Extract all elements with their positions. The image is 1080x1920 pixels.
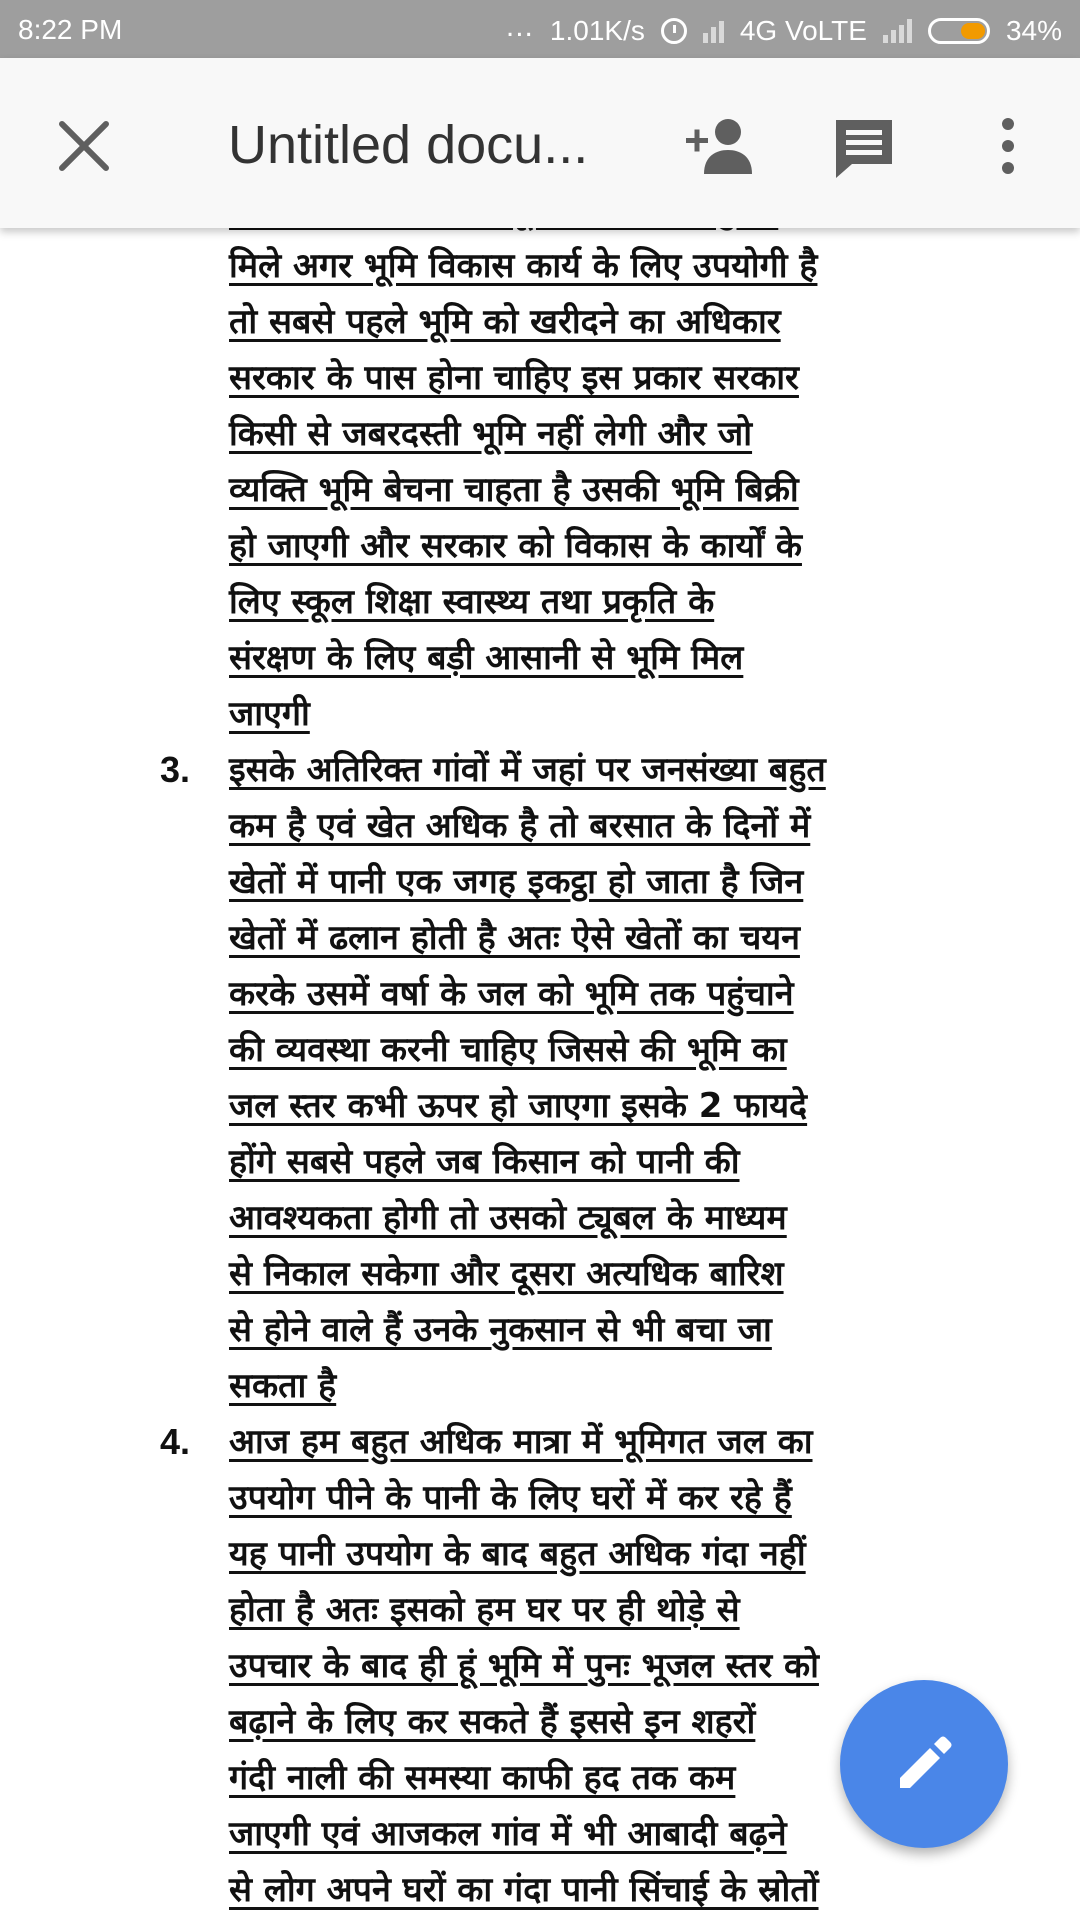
document-line [0,350,1080,406]
document-line [0,1526,1080,1582]
line-text: से होने वाले हैं उनके नुकसान से भी बचा जा [229,1310,772,1350]
document-text [0,182,1080,1918]
comment-icon[interactable] [832,116,896,180]
more-vert-icon[interactable] [996,116,1020,176]
line-text: खेतों में पानी एक जगह इकट्ठा हो जाता है जिन [229,862,804,902]
line-text: आज हम बहुत अधिक मात्रा में भूमिगत जल का [229,1422,813,1462]
document-line [0,798,1080,854]
document-line [0,1134,1080,1190]
status-time: 8:22 PM [18,14,123,45]
line-text: कम है एवं खेत अधिक है तो बरसात के दिनों में [229,806,811,846]
line-text: यह पानी उपयोग के बाद बहुत अधिक गंदा नहीं [229,1534,806,1574]
line-text: गंदी नाली की समस्या काफी हद तक कम [229,1758,736,1798]
document-line [0,462,1080,518]
document-line [0,854,1080,910]
document-line [0,1582,1080,1638]
document-line [0,630,1080,686]
line-text: व्यक्ति भूमि बेचना चाहता है उसकी भूमि बिक्री [229,470,799,510]
line-text: उपचार के बाद ही हूं भूमि में पुनः भूजल स्तर को [229,1646,819,1686]
line-text: खेतों में ढलान होती है अतः ऐसे खेतों का चयन [229,918,800,958]
document-line [0,1414,1080,1470]
document-line [0,1470,1080,1526]
line-text: से निकाल सकेगा और दूसरा अत्यधिक बारिश [229,1254,784,1294]
line-text: जाएगी एवं आजकल गांव में भी आबादी बढ़ने [229,1814,787,1854]
line-text: हो जाएगी और सरकार को विकास के कार्यों के [229,526,802,566]
document-line [0,1022,1080,1078]
line-text: जाएगी [229,694,310,734]
line-text: आवश्यकता होगी तो उसको ट्यूबल के माध्यम [229,1198,787,1238]
wifi-data-icon [703,19,724,43]
line-text: मिले अगर भूमि विकास कार्य के लिए उपयोगी है [229,246,818,286]
document-body[interactable] [0,228,1080,1920]
network-speed: 1.01K/s [549,15,645,46]
document-line [0,1302,1080,1358]
line-text: लिए स्कूल शिक्षा स्वास्थ्य तथा प्रकृति के [229,582,715,622]
status-more: ... [505,10,534,43]
battery-icon [928,18,990,44]
document-line [0,518,1080,574]
edit-fab-button[interactable] [840,1680,1008,1848]
app-bar [0,58,1080,228]
signal-icon [883,19,912,43]
line-text: किसी से जबरदस्ती भूमि नहीं लेगी और जो [229,414,753,454]
document-line [0,1190,1080,1246]
document-line [0,966,1080,1022]
document-line [0,742,1080,798]
document-line [0,1078,1080,1134]
document-line [0,1358,1080,1414]
list-number: 3. [160,749,191,790]
document-line [0,406,1080,462]
add-person-icon[interactable] [684,116,756,176]
close-icon[interactable] [56,118,112,174]
edit-pencil-icon [892,1732,956,1796]
document-title[interactable]: Untitled docu... [228,115,589,175]
line-text: की व्यवस्था करनी चाहिए जिससे की भूमि का [229,1030,787,1070]
status-bar [0,0,1080,58]
document-line [0,686,1080,742]
line-text: संरक्षण के लिए बड़ी आसानी से भूमि मिल [229,638,744,678]
line-text: सकता है [229,1366,337,1406]
line-text: होता है अतः इसको हम घर पर ही थोड़े से [229,1590,740,1630]
status-right [505,10,1062,48]
line-text: करके उसमें वर्षा के जल को भूमि तक पहुंचाने [229,974,794,1014]
network-type: 4G VoLTE [739,15,867,46]
line-text: बढ़ाने के लिए कर सकते हैं इससे इन शहरों [229,1702,756,1742]
line-text: जल स्तर कभी ऊपर हो जाएगा इसके 2 फायदे [229,1086,808,1126]
document-line [0,294,1080,350]
line-text: तो सबसे पहले भूमि को खरीदने का अधिकार [229,302,781,342]
document-line [0,1246,1080,1302]
line-text: उपयोग पीने के पानी के लिए घरों में कर रहे हैं [229,1478,792,1518]
battery-percent: 34% [1005,15,1062,46]
document-line [0,574,1080,630]
document-line [0,910,1080,966]
list-number: 4. [160,1421,191,1462]
document-line [0,238,1080,294]
line-text: से लोग अपने घरों का गंदा पानी सिंचाई के स्रोतों [229,1870,819,1910]
line-text: सरकार के पास होना चाहिए इस प्रकार सरकार [229,358,799,398]
document-line [0,1862,1080,1918]
line-text: होंगे सबसे पहले जब किसान को पानी की [229,1142,740,1182]
line-text: इसके अतिरिक्त गांवों में जहां पर जनसंख्या बहुत [229,750,826,790]
alarm-icon [661,18,687,44]
